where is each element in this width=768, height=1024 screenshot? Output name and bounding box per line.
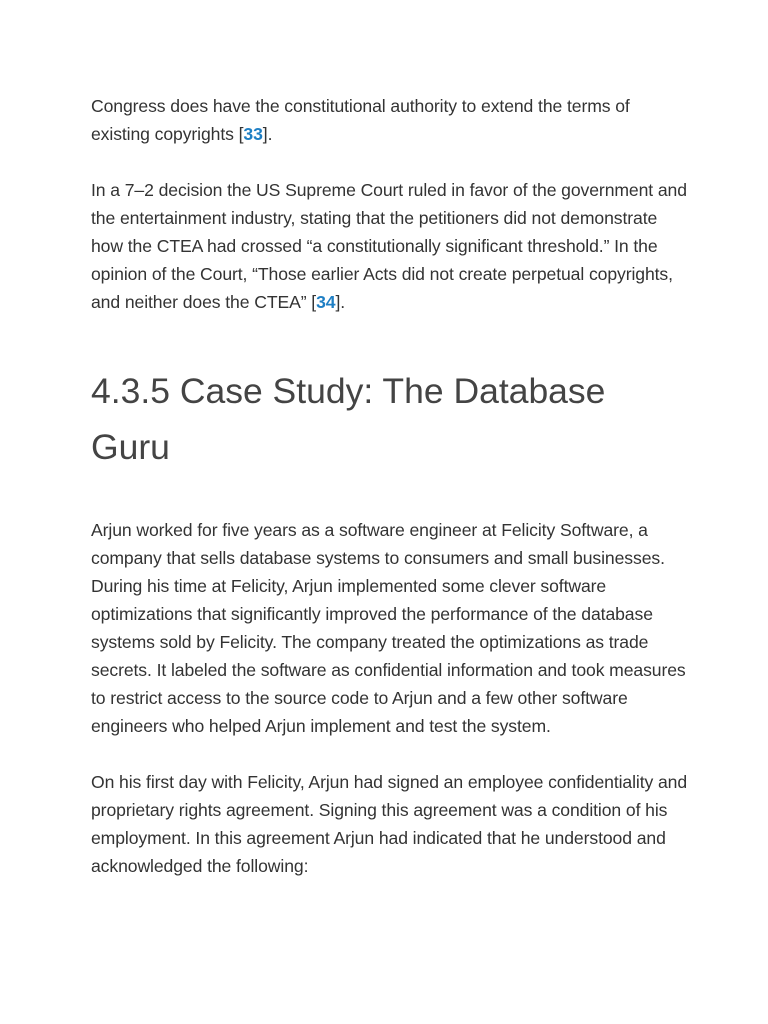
- paragraph-text: Congress does have the constitutional authority to extend the terms of existing copyrights [: [91, 96, 630, 144]
- paragraph-text: In a 7–2 decision the US Supreme Court ruled in favor of the government and the entertainment industry, stating that the petitioners did not demonstrate how the CTEA had crossed “a constitutionally significant threshold.” In the opinion of the Court, “Those earlier Acts did not create perpetual copyrights, and neither does the CTEA” [: [91, 180, 687, 312]
- paragraph-supreme-court-decision: [91, 176, 691, 316]
- citation-link-33[interactable]: 33: [243, 124, 263, 144]
- paragraph-text-tail: ].: [262, 124, 273, 144]
- paragraph-text-tail: ].: [335, 292, 346, 312]
- paragraph-ctea-authority: [91, 92, 691, 148]
- document-page: [91, 92, 691, 880]
- paragraph-confidentiality-agreement: On his first day with Felicity, Arjun had signed an employee confidentiality and proprietary rights agreement. Signing this agreement was a condition of his employment. In this agreement Arjun had indicated that he understood and acknowledged the following:: [91, 772, 688, 876]
- section-heading: 4.3.5 Case Study: The Database Guru: [91, 371, 606, 467]
- paragraph-arjun-background: Arjun worked for five years as a software engineer at Felicity Software, a company that sells database systems to consumers and small businesses. During his time at Felicity, Arjun implemented some clever software optimizations that significantly improved the performance of the database systems sold by Felicity. The company treated the optimizations as trade secrets. It labeled the software as confidential information and took measures to restrict access to the source code to Arjun and a few other software engineers who helped Arjun implement and test the system.: [91, 520, 686, 736]
- citation-link-34[interactable]: 34: [316, 292, 336, 312]
